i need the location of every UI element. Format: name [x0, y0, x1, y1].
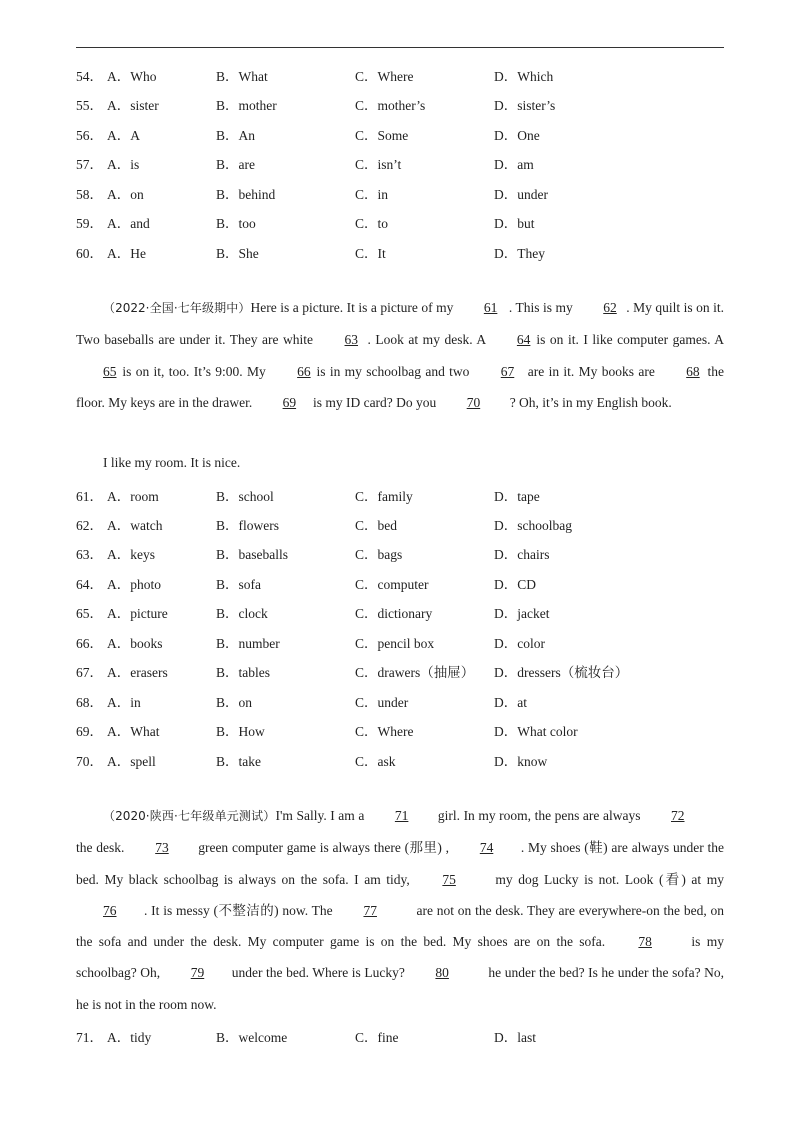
option-b[interactable]: B．flowers [216, 518, 279, 533]
option-a[interactable]: A．A [107, 128, 140, 143]
question-row [76, 65, 736, 85]
option-a[interactable]: A．photo [107, 577, 161, 592]
option-b[interactable]: B．welcome [216, 1030, 288, 1045]
blank-76[interactable]: 76 [103, 902, 117, 918]
option-b[interactable]: B．mother [216, 98, 277, 113]
cloze-passage-1 [76, 292, 724, 418]
option-b[interactable]: B．sofa [216, 577, 261, 592]
question-number: 69． [76, 724, 103, 739]
blank-64[interactable]: 64 [516, 332, 531, 348]
option-a[interactable]: A．books [107, 636, 163, 651]
option-b[interactable]: B．are [216, 157, 255, 172]
option-d[interactable]: D．CD [494, 577, 537, 592]
option-a[interactable]: A．watch [107, 518, 163, 533]
passage-text: he under the bed? Is he under the sofa? No, he is not in the room now. [76, 965, 725, 1012]
option-c[interactable]: C．bags [355, 547, 403, 562]
header-rule [76, 47, 724, 48]
passage-text: girl. In my room, the pens are always [437, 808, 644, 823]
blank-73[interactable]: 73 [155, 840, 169, 856]
passage-source: （2022·全国·七年级期中） [103, 301, 251, 315]
blank-78[interactable]: 78 [638, 934, 652, 950]
question-number: 66． [76, 636, 103, 651]
blank-71[interactable]: 71 [394, 808, 409, 823]
passage-text: green computer game is always there (那里) , [198, 840, 453, 856]
option-c[interactable]: C．Where [355, 69, 414, 84]
blank-67[interactable]: 67 [500, 363, 515, 379]
blank-65[interactable]: 65 [103, 363, 117, 379]
question-row [76, 242, 736, 262]
option-d[interactable]: D．at [494, 695, 527, 710]
passage-text: the floor. My keys are in the drawer. [76, 363, 725, 410]
option-b[interactable]: B．too [216, 216, 256, 231]
option-a[interactable]: A．He [107, 246, 146, 261]
question-number: 64． [76, 577, 103, 592]
blank-79[interactable]: 79 [190, 965, 205, 981]
option-d[interactable]: D．dressers（梳妆台） [494, 665, 629, 680]
passage-closing: I like my room. It is nice. [103, 455, 241, 470]
question-number: 58． [76, 187, 103, 202]
question-row [76, 691, 736, 711]
passage-paragraph [76, 292, 724, 418]
option-a[interactable]: A．picture [107, 606, 168, 621]
blank-63[interactable]: 63 [344, 332, 359, 348]
option-c[interactable]: C．to [355, 216, 389, 231]
question-number: 62． [76, 518, 103, 533]
passage-text: . It is messy (不整洁的) now. The [144, 902, 337, 918]
question-number: 56． [76, 128, 103, 143]
option-b[interactable]: B．school [216, 489, 274, 504]
passage-text: . Look at my desk. A [367, 332, 490, 348]
question-number: 70． [76, 754, 103, 769]
question-number: 55． [76, 98, 103, 113]
option-a[interactable]: A．and [107, 216, 150, 231]
passage-paragraph [76, 800, 724, 1020]
passage-text: . My shoes (鞋) are always under the bed. My black schoolbag is always on the sofa. I am tidy, [76, 840, 724, 887]
blank-74[interactable]: 74 [479, 840, 494, 856]
blank-69[interactable]: 69 [282, 394, 297, 410]
question-number: 63． [76, 547, 103, 562]
option-a[interactable]: A．tidy [107, 1030, 152, 1045]
question-row [76, 602, 736, 622]
passage-text: Here is a picture. It is a picture of my [250, 300, 457, 315]
question-row [76, 212, 736, 232]
option-d[interactable]: D．but [494, 216, 535, 231]
option-a[interactable]: A．is [107, 157, 140, 172]
blank-75[interactable]: 75 [442, 871, 456, 887]
question-number: 67． [76, 665, 103, 680]
option-d[interactable]: D．schoolbag [494, 518, 572, 533]
option-c[interactable]: C．drawers（抽屉） [355, 665, 475, 680]
question-row [76, 94, 736, 114]
option-a[interactable]: A．keys [107, 547, 155, 562]
option-b[interactable]: B．take [216, 754, 261, 769]
question-number: 54． [76, 69, 103, 84]
question-row [76, 661, 736, 681]
option-c[interactable]: C．Where [355, 724, 414, 739]
blank-70[interactable]: 70 [466, 394, 481, 410]
option-c[interactable]: C．under [355, 695, 409, 710]
option-d[interactable]: D．under [494, 187, 548, 202]
option-b[interactable]: B．on [216, 695, 253, 710]
passage-text: . This is my [508, 300, 577, 315]
question-number: 59． [76, 216, 103, 231]
passage-text: ? Oh, it’s in my English book. [509, 394, 672, 410]
option-a[interactable]: A．room [107, 489, 159, 504]
option-b[interactable]: B．An [216, 128, 256, 143]
question-row [76, 1026, 736, 1046]
option-c[interactable]: C．Some [355, 128, 409, 143]
blank-68[interactable]: 68 [686, 363, 700, 379]
blank-77[interactable]: 77 [363, 902, 377, 918]
option-c[interactable]: C．mother’s [355, 98, 426, 113]
question-number: 60． [76, 246, 103, 261]
option-c[interactable]: C．It [355, 246, 386, 261]
question-row [76, 485, 736, 505]
option-d[interactable]: D．know [494, 754, 548, 769]
question-number: 68． [76, 695, 103, 710]
passage-text: my dog Lucky is not. Look (看) at my [495, 871, 724, 887]
option-d[interactable]: D．color [494, 636, 545, 651]
question-number: 57． [76, 157, 103, 172]
option-b[interactable]: B．tables [216, 665, 270, 680]
passage-text: the desk. [76, 840, 129, 856]
cloze-passage-2 [76, 800, 724, 1020]
option-c[interactable]: C．computer [355, 577, 429, 592]
question-row [76, 183, 736, 203]
question-row [76, 750, 736, 770]
passage-text: I'm Sally. I am a [275, 808, 368, 823]
passage-text: are not on the desk. They are everywhere-on the bed, on the sofa and under the desk. My computer game is on the bed. My shoes are on the sofa. [76, 902, 724, 950]
question-row [76, 632, 736, 652]
question-row [76, 514, 736, 534]
option-b[interactable]: B．She [216, 246, 259, 261]
option-c[interactable]: C．ask [355, 754, 396, 769]
option-a[interactable]: A．on [107, 187, 144, 202]
option-b[interactable]: B．What [216, 69, 268, 84]
blank-72[interactable]: 72 [671, 808, 685, 823]
option-a[interactable]: A．Who [107, 69, 157, 84]
option-d[interactable]: D．What color [494, 724, 578, 739]
blank-62[interactable]: 62 [603, 300, 617, 315]
option-c[interactable]: C．bed [355, 518, 397, 533]
option-a[interactable]: A．sister [107, 98, 159, 113]
option-d[interactable]: D．jacket [494, 606, 550, 621]
option-a[interactable]: A．in [107, 695, 141, 710]
question-row [76, 124, 736, 144]
option-a[interactable]: A．spell [107, 754, 156, 769]
option-a[interactable]: A．What [107, 724, 160, 739]
question-number: 61． [76, 489, 103, 504]
question-row [76, 543, 736, 563]
option-c[interactable]: C．family [355, 489, 413, 504]
option-a[interactable]: A．erasers [107, 665, 168, 680]
option-d[interactable]: D．last [494, 1030, 536, 1045]
question-number: 65． [76, 606, 103, 621]
blank-61[interactable]: 61 [483, 300, 498, 315]
passage-source: （2020·陕西·七年级单元测试） [103, 809, 276, 823]
question-row [76, 720, 736, 740]
passage-text: is my ID card? Do you [309, 394, 440, 410]
option-b[interactable]: B．baseballs [216, 547, 288, 562]
blank-80[interactable]: 80 [435, 965, 449, 981]
question-number: 71． [76, 1030, 103, 1045]
passage-text: is on it. I like computer games. A [531, 332, 725, 348]
option-d[interactable]: D．sister’s [494, 98, 556, 113]
option-d[interactable]: D．am [494, 157, 534, 172]
option-d[interactable]: D．tape [494, 489, 540, 504]
option-b[interactable]: B．number [216, 636, 280, 651]
option-c[interactable]: C．in [355, 187, 389, 202]
option-c[interactable]: C．isn’t [355, 157, 402, 172]
question-row [76, 153, 736, 173]
question-row [76, 573, 736, 593]
option-b[interactable]: B．behind [216, 187, 276, 202]
option-b[interactable]: B．How [216, 724, 265, 739]
passage-text: is in my schoolbag and two [312, 363, 474, 379]
option-d[interactable]: D．Which [494, 69, 554, 84]
option-d[interactable]: D．chairs [494, 547, 550, 562]
option-d[interactable]: D．They [494, 246, 545, 261]
blank-66[interactable]: 66 [297, 363, 311, 379]
passage-text: is my schoolbag? Oh, [76, 934, 724, 981]
passage-text: are in it. My books are [527, 363, 660, 379]
passage-text: is on it, too. It’s 9:00. My [118, 363, 271, 379]
passage-text: . My quilt is on it. Two baseballs are under it. They are white [76, 300, 724, 348]
option-c[interactable]: C．dictionary [355, 606, 433, 621]
option-c[interactable]: C．pencil box [355, 636, 435, 651]
option-d[interactable]: D．One [494, 128, 540, 143]
option-b[interactable]: B．clock [216, 606, 268, 621]
passage-text: under the bed. Where is Lucky? [231, 965, 409, 981]
option-c[interactable]: C．fine [355, 1030, 399, 1045]
